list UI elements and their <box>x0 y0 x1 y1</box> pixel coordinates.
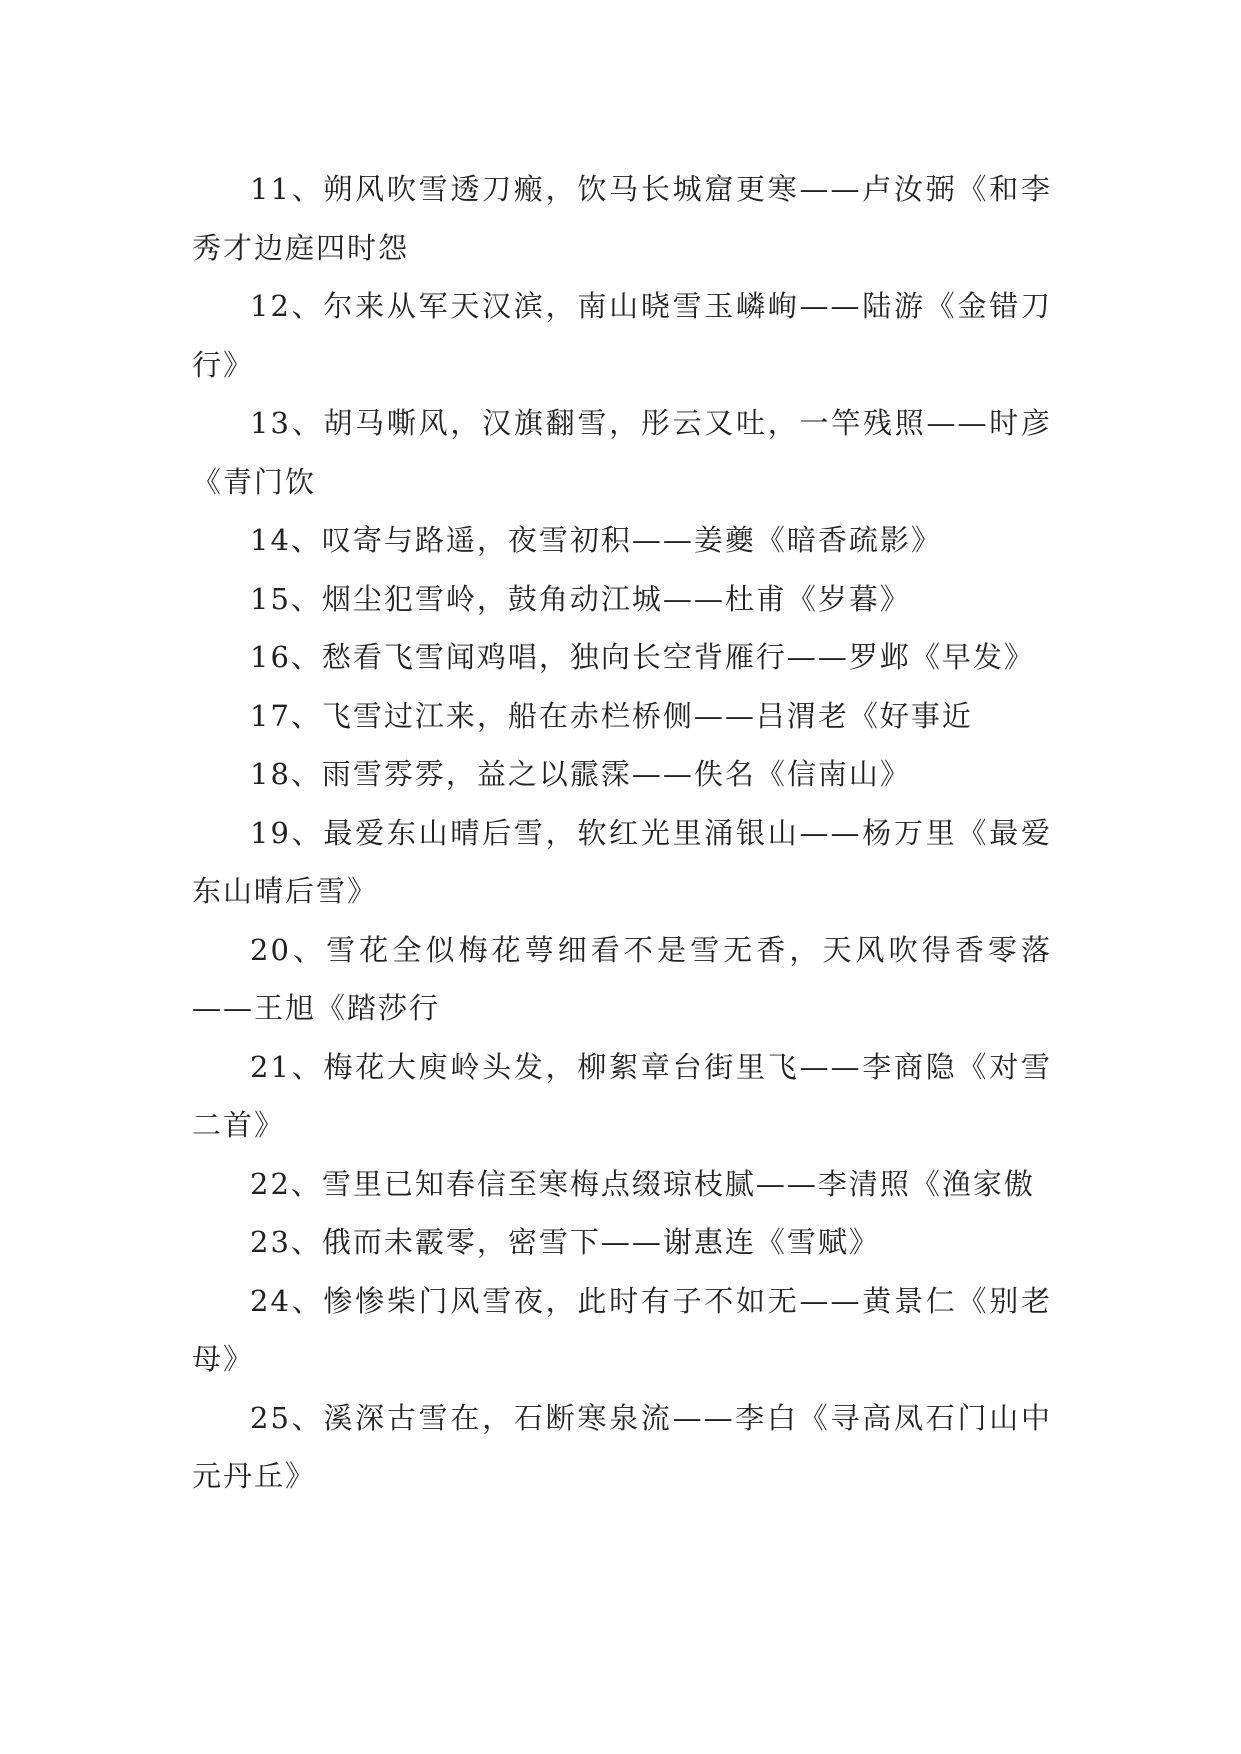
poem-list <box>192 160 1052 1506</box>
poem-line-23: 23、俄而未霰零，密雪下——谢惠连《雪赋》 <box>250 1225 880 1259</box>
poem-line-13: 13、胡马嘶风，汉旗翻雪，彤云又吐，一竿残照——时彦《青门饮 <box>192 406 1052 499</box>
poem-line-22: 22、雪里已知春信至寒梅点缀琼枝腻——李清照《渔家傲 <box>250 1166 1035 1201</box>
poem-line-17: 17、飞雪过江来，船在赤栏桥侧——吕渭老《好事近 <box>250 698 973 733</box>
poem-line-12: 12、尔来从军天汉滨，南山晓雪玉嶙峋——陆游《金错刀行》 <box>192 289 1052 382</box>
poem-line-20: 20、雪花全似梅花萼细看不是雪无香，天风吹得香零落——王旭《踏莎行 <box>192 932 1052 1025</box>
poem-line-14: 14、叹寄与路遥，夜雪初积——姜夔《暗香疏影》 <box>250 523 942 557</box>
poem-line-24: 24、惨惨柴门风雪夜，此时有子不如无——黄景仁《别老母》 <box>192 1283 1052 1376</box>
poem-line-19: 19、最爱东山晴后雪，软红光里涌银山——杨万里《最爱东山晴后雪》 <box>192 815 1052 908</box>
poem-line-25: 25、溪深古雪在，石断寒泉流——李白《寻高凤石门山中元丹丘》 <box>192 1400 1052 1493</box>
poem-line-11: 11、朔风吹雪透刀瘢，饮马长城窟更寒——卢汝弼《和李秀才边庭四时怨 <box>192 172 1052 265</box>
poem-line-18: 18、雨雪雰雰，益之以霢霂——佚名《信南山》 <box>250 757 911 791</box>
poem-line-16: 16、愁看飞雪闻鸡唱，独向长空背雁行——罗邺《早发》 <box>250 640 1035 674</box>
poem-line-21: 21、梅花大庾岭头发，柳絮章台街里飞——李商隐《对雪二首》 <box>192 1049 1052 1142</box>
poem-line-15: 15、烟尘犯雪岭，鼓角动江城——杜甫《岁暮》 <box>250 581 911 616</box>
